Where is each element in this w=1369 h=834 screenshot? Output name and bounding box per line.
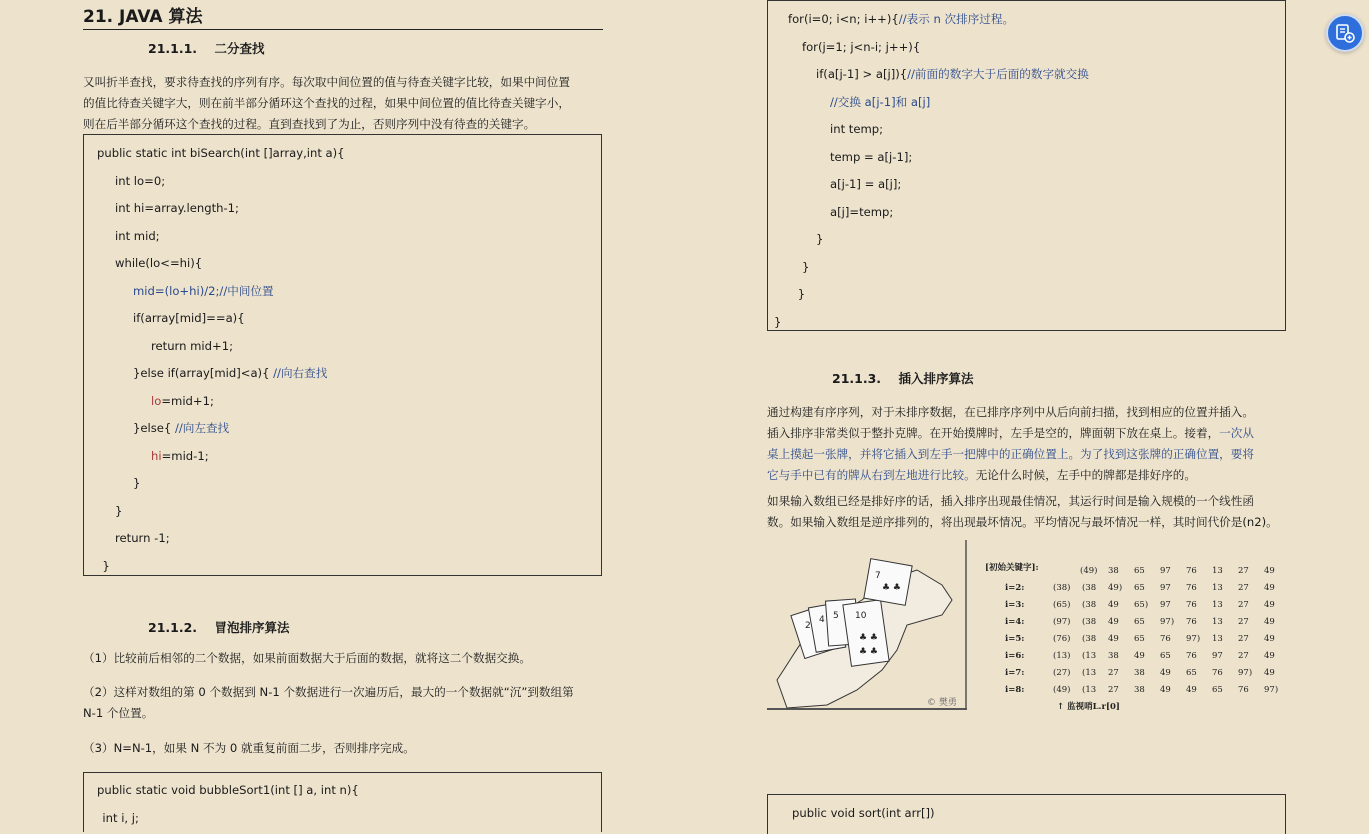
- row-value: 97: [1160, 600, 1171, 610]
- row-key: (76): [1053, 634, 1071, 644]
- row-value: 38: [1108, 651, 1119, 661]
- row-value: 65: [1134, 634, 1145, 644]
- insertion-sort-description: [767, 402, 1307, 486]
- row-label: i=2:: [1005, 583, 1025, 593]
- row-value: 27: [1238, 617, 1249, 627]
- code-line: for(j=1; j<n-i; j++){: [802, 39, 921, 54]
- binary-search-description: [83, 72, 613, 135]
- code-line: a[j-1] = a[j];: [830, 177, 902, 191]
- row-value: 49: [1264, 600, 1275, 610]
- code-line: while(lo<=hi){: [115, 256, 203, 270]
- row-value: 13: [1212, 617, 1223, 627]
- card-hand-illustration: [767, 540, 1287, 712]
- code-token: }else{: [133, 421, 175, 435]
- code-comment: //向左查找: [174, 421, 230, 435]
- row-value: 65: [1186, 668, 1197, 678]
- row-value: 49: [1134, 651, 1145, 661]
- row-value: 49: [1160, 685, 1171, 695]
- row-value: 27: [1238, 600, 1249, 610]
- code-block-binary-search: [83, 134, 602, 576]
- svg-text:♣ ♣: ♣ ♣: [859, 647, 878, 657]
- row-value: 65: [1160, 651, 1171, 661]
- code-comment: //表示 n 次排序过程。: [898, 12, 1015, 26]
- code-line: a[j]=temp;: [830, 204, 894, 219]
- row-value: 38: [1108, 566, 1119, 576]
- insertion-sort-trace-table: [985, 562, 1278, 712]
- code-line: if(array[mid]==a){: [133, 311, 245, 325]
- left-page: [0, 0, 684, 825]
- document-translate-icon: [1334, 22, 1356, 44]
- svg-text:♣ ♣: ♣ ♣: [882, 583, 901, 593]
- code-line: mid=(lo+hi)/2;//中间位置: [133, 283, 274, 298]
- row-value: 49: [1264, 617, 1275, 627]
- row-value: 13: [1212, 634, 1223, 644]
- text-run: 通过构建有序序列，对于未排序数据，在已排序序列中从后向前扫描，找到相应的位置并插入。: [767, 405, 1254, 419]
- row-value: 49: [1160, 668, 1171, 678]
- code-line: return mid+1;: [151, 338, 234, 353]
- row-label: i=5:: [1005, 634, 1025, 644]
- section-title-bubble-sort: 21.1.2. 冒泡排序算法: [148, 620, 290, 635]
- row-key: (38): [1053, 583, 1071, 593]
- code-line: int mid;: [115, 228, 160, 243]
- row-key: (49): [1080, 566, 1098, 576]
- row-value: 49: [1186, 685, 1197, 695]
- section-title-binary-search: 21.1.1. 二分查找: [148, 41, 265, 56]
- row-value: 49: [1264, 566, 1275, 576]
- insertion-sort-figure: [767, 540, 1287, 712]
- bubble-step-2a: （2）这样对数组的第 0 个数据到 N-1 个数据进行一次遍历后，最大的一个数据就“沉”到数组第: [83, 685, 574, 699]
- row-value: 27: [1238, 583, 1249, 593]
- code-block-insertion-sort: [767, 794, 1286, 834]
- row-key: (65): [1053, 600, 1071, 610]
- code-line: }: [133, 476, 141, 490]
- row-value: 13: [1212, 583, 1223, 593]
- section-title-insertion-sort: 21.1.3. 插入排序算法: [832, 371, 974, 386]
- row-value: 97: [1160, 583, 1171, 593]
- code-variable: hi: [151, 448, 162, 463]
- text-run: 无论什么时候，左手中的牌都是排好序的。: [975, 468, 1196, 482]
- code-line: //交换 a[j-1]和 a[j]: [830, 94, 931, 109]
- row-value: 27: [1108, 668, 1119, 678]
- code-line: return -1;: [115, 531, 170, 545]
- code-line: }: [797, 287, 806, 301]
- chapter-heading: 21. JAVA 算法: [83, 2, 603, 30]
- code-block-bubble-sort-loop: [767, 0, 1286, 331]
- code-line: }: [774, 314, 782, 329]
- row-value: (38: [1082, 600, 1097, 610]
- row-value: (38: [1082, 634, 1097, 644]
- paragraph-line: 数。如果输入数组是逆序排列的，将出现最坏情况。平均情况与最坏情况一样，其时间代价是(n2)。: [767, 515, 1278, 529]
- paragraph-line: [767, 465, 1307, 486]
- code-block-bubble-sort: [83, 772, 602, 832]
- code-line: temp = a[j-1];: [830, 149, 913, 164]
- row-value: (38: [1082, 583, 1097, 593]
- row-value: 76: [1186, 651, 1197, 661]
- paragraph-line: [767, 423, 1307, 444]
- row-value: 65: [1134, 583, 1145, 593]
- figure-credit: © 樊勇: [927, 698, 957, 708]
- highlight-run: 桌上摸起一张牌，并将它插入到左手一把牌中的正确位置上。为了找到这张牌的正确位置，要将: [767, 447, 1254, 461]
- paragraph-line: 则在后半部分循环这个查找的过程。直到查找到了为止，否则序列中没有待查的关键字。: [83, 117, 536, 131]
- table-header: [初始关键字]:: [985, 563, 1039, 573]
- row-value: 49): [1108, 583, 1123, 593]
- row-value: 27: [1238, 566, 1249, 576]
- row-value: 65: [1134, 617, 1145, 627]
- row-value: 97): [1238, 668, 1253, 678]
- svg-text:5: 5: [833, 611, 839, 621]
- code-line: public static void bubbleSort1(int [] a, int n){: [97, 783, 359, 797]
- row-value: 49: [1264, 651, 1275, 661]
- paragraph-line: 又叫折半查找，要求待查找的序列有序。每次取中间位置的值与待查关键字比较，如果中间位置: [83, 75, 570, 89]
- row-key: (27): [1053, 668, 1071, 678]
- insertion-sort-complexity: [767, 491, 1307, 533]
- code-token: =mid-1;: [161, 448, 209, 463]
- code-line: }: [816, 232, 824, 246]
- code-token: if(a[j-1] > a[j]){: [816, 67, 908, 81]
- row-value: 13: [1212, 566, 1223, 576]
- row-value: 76: [1212, 668, 1223, 678]
- text-run: 插入排序非常类似于整扑克牌。在开始摸牌时，左手是空的，牌面朝下放在桌上。接着，: [767, 426, 1220, 440]
- code-token: for(i=0; i<n; i++){: [788, 12, 899, 26]
- row-value: 97: [1160, 566, 1171, 576]
- row-value: 38: [1134, 668, 1145, 678]
- svg-text:7: 7: [875, 571, 881, 581]
- row-value: 76: [1186, 566, 1197, 576]
- row-label: i=7:: [1005, 668, 1025, 678]
- code-line: int i, j;: [102, 811, 139, 825]
- row-value: 76: [1186, 600, 1197, 610]
- code-token: =mid+1;: [161, 393, 214, 408]
- row-value: 65): [1134, 600, 1149, 610]
- code-line: [133, 420, 229, 436]
- row-value: 49: [1108, 634, 1119, 644]
- row-value: 76: [1238, 685, 1249, 695]
- svg-text:10: 10: [855, 611, 867, 621]
- code-line: [151, 393, 214, 409]
- floating-action-button[interactable]: [1326, 14, 1364, 52]
- paragraph-line: 的值比待查关键字大，则在前半部分循环这个查找的过程，如果中间位置的值比待查关键字小，: [83, 96, 570, 110]
- row-value: 97): [1186, 634, 1201, 644]
- row-value: 49: [1264, 583, 1275, 593]
- row-value: 97: [1212, 651, 1223, 661]
- row-key: (49): [1053, 685, 1071, 695]
- row-value: (13: [1082, 668, 1097, 678]
- code-line: int temp;: [830, 122, 884, 136]
- row-value: 49: [1264, 668, 1275, 678]
- code-line: }: [802, 259, 810, 274]
- row-value: (13: [1082, 651, 1097, 661]
- row-value: 49: [1108, 600, 1119, 610]
- code-variable: lo: [151, 393, 162, 408]
- row-value: 27: [1238, 651, 1249, 661]
- row-label: i=8:: [1005, 685, 1025, 695]
- code-comment: //向右查找: [273, 366, 328, 380]
- highlight-run: 一次从: [1219, 426, 1254, 440]
- row-value: 76: [1186, 583, 1197, 593]
- row-value: 65: [1212, 685, 1223, 695]
- row-value: 76: [1160, 634, 1171, 644]
- code-line: public static int biSearch(int []array,int a){: [97, 146, 345, 160]
- code-line: [151, 448, 209, 464]
- code-line: [133, 365, 327, 381]
- paragraph-line: 如果输入数组已经是排好序的话，插入排序出现最佳情况，其运行时间是输入规模的一个线性函: [767, 494, 1254, 508]
- row-value: 76: [1186, 617, 1197, 627]
- bubble-step-2b: N-1 个位置。: [83, 706, 154, 720]
- table-footer: ↑ 监视哨L.r[0]: [1057, 702, 1120, 712]
- row-key: (97): [1053, 617, 1071, 627]
- row-value: 49: [1108, 617, 1119, 627]
- code-line: }: [115, 503, 123, 518]
- row-value: (13: [1082, 685, 1097, 695]
- bubble-step-1: （1）比较前后相邻的二个数据，如果前面数据大于后面的数据，就将这二个数据交换。: [83, 651, 531, 665]
- code-line: int lo=0;: [115, 173, 166, 188]
- paragraph-line: [767, 402, 1307, 423]
- svg-text:4: 4: [819, 615, 825, 625]
- row-label: i=4:: [1005, 617, 1025, 627]
- code-token: }else if(array[mid]<a){: [133, 366, 274, 380]
- row-value: 13: [1212, 600, 1223, 610]
- row-label: i=3:: [1005, 600, 1025, 610]
- row-value: 97): [1264, 685, 1279, 695]
- code-line: int hi=array.length-1;: [115, 201, 239, 215]
- code-line: [816, 66, 1089, 82]
- svg-text:2: 2: [805, 621, 811, 631]
- code-line: [788, 11, 1014, 27]
- row-label: i=6:: [1005, 651, 1025, 661]
- row-value: 38: [1134, 685, 1145, 695]
- row-value: 27: [1108, 685, 1119, 695]
- row-value: 27: [1238, 634, 1249, 644]
- row-value: 65: [1134, 566, 1145, 576]
- paragraph-line: [767, 444, 1307, 465]
- bubble-step-3: （3）N=N-1，如果 N 不为 0 就重复前面二步，否则排序完成。: [83, 741, 415, 755]
- code-line: public void sort(int arr[]): [792, 806, 935, 820]
- row-value: (38: [1082, 617, 1097, 627]
- svg-text:♣ ♣: ♣ ♣: [859, 633, 878, 643]
- row-key: (13): [1053, 651, 1071, 661]
- code-line: }: [102, 558, 110, 573]
- row-value: 49: [1264, 634, 1275, 644]
- row-value: 97): [1160, 617, 1175, 627]
- code-comment: //前面的数字大于后面的数字就交换: [907, 67, 1089, 81]
- highlight-run: 它与手中已有的牌从右到左地进行比较。: [767, 468, 976, 482]
